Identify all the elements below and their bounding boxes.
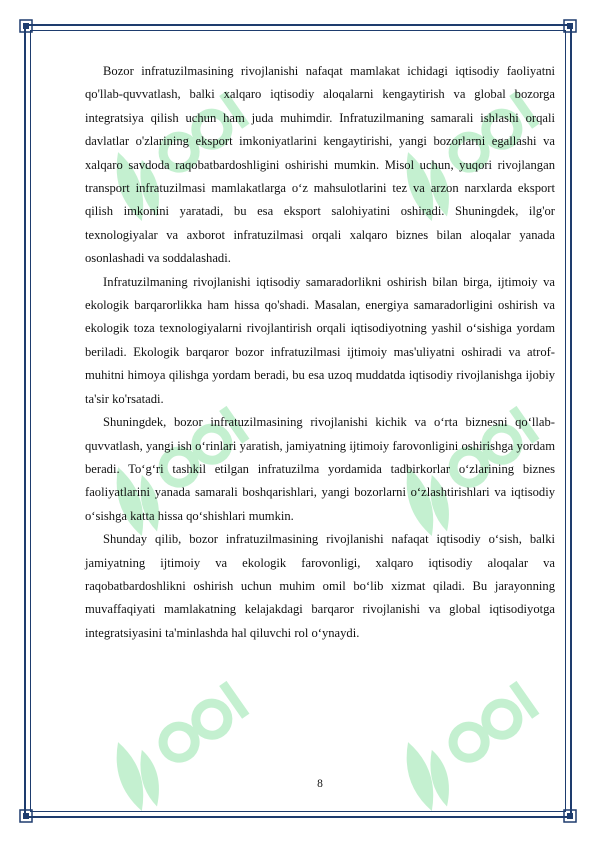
corner-ornament-icon [19, 19, 33, 33]
corner-ornament-icon [563, 19, 577, 33]
paragraph: Shuningdek, bozor infratuzilmasining rivojlanishi kichik va o‘rta biznesni qo‘llab-quvvatlash, yangi ish o‘rinlari yaratish, jamiyatning ijtimoiy farovonligini oshirishga yordam beradi. To‘g‘ri tashkil etilgan infratuzilma yordamida tadbirkorlar o‘zlarining biznes faoliyatlarini yanada samarali boshqarishlari, yangi bozorlarni o‘zlashtirishlari va iqtisodiy o‘sishga katta hissa qo‘shishlari mumkin. [85, 415, 555, 523]
paragraph: Shunday qilib, bozor infratuzilmasining rivojlanishi nafaqat iqtisodiy o‘sish, balki jamiyatning ijtimoiy va ekologik farovonligi, xalqaro iqtisodiy aloqalar va raqobatbardoshlikni oshirish uchun muhim omil bo‘lib xizmat qiladi. Bu jarayonning muvaffaqiyati mamlakatning kelajakdagi barqaror rivojlanishi va global iqtisodiyotga integratsiyasini ta'minlashda hal qiluvchi rol o‘ynaydi. [85, 532, 555, 640]
body-text [85, 60, 555, 645]
corner-ornament-icon [19, 809, 33, 823]
corner-ornament-icon [563, 809, 577, 823]
page-number: 8 [317, 778, 323, 790]
paragraph: Infratuzilmaning rivojlanishi iqtisodiy samaradorlikni oshirish bilan birga, ijtimoiy va ekologik barqarorlikka ham hissa qo'shadi. Masalan, energiya samaradorligini oshirish va ekologik toza texnologiyalarni rivojlantirish orqali iqtisodiyotning yashil o‘sishiga yordam beriladi. Ekologik barqaror bozor infratuzilmasi ijtimoiy mas'uliyatni oshiradi va atrof-muhitni himoya qilishga yordam beradi, bu esa uzoq muddatda iqtisodiy rivojlanishga ijobiy ta'sir ko'rsatadi. [85, 274, 555, 406]
paragraph: Bozor infratuzilmasining rivojlanishi nafaqat mamlakat ichidagi iqtisodiy faoliyatni qo'llab-quvvatlash, balki xalqaro iqtisodiy aloqalarni kengaytirish va global bozorga integratsiya qilish uchun ham juda muhimdir. Infratuzilmaning samarali ishlashi orqali davlatlar o'zlarining eksport imkoniyatlarini kengaytirishi, yangi bozorlarni egallashi va xalqaro savdoda raqobatbardoshligini oshirishi mumkin. Misol uchun, yuqori rivojlangan transport infratuzilmasi mamlakatlarga o‘z mahsulotlarini tez va arzon narxlarda eksport qilish imkonini yaratadi, bu esa eksport salohiyatini oshiradi. Shuningdek, ilg'or texnologiyalar va axborot infratuzilmasi orqali xalqaro biznes bilan aloqalar yanada osonlashadi va soddalashadi. [85, 64, 555, 266]
